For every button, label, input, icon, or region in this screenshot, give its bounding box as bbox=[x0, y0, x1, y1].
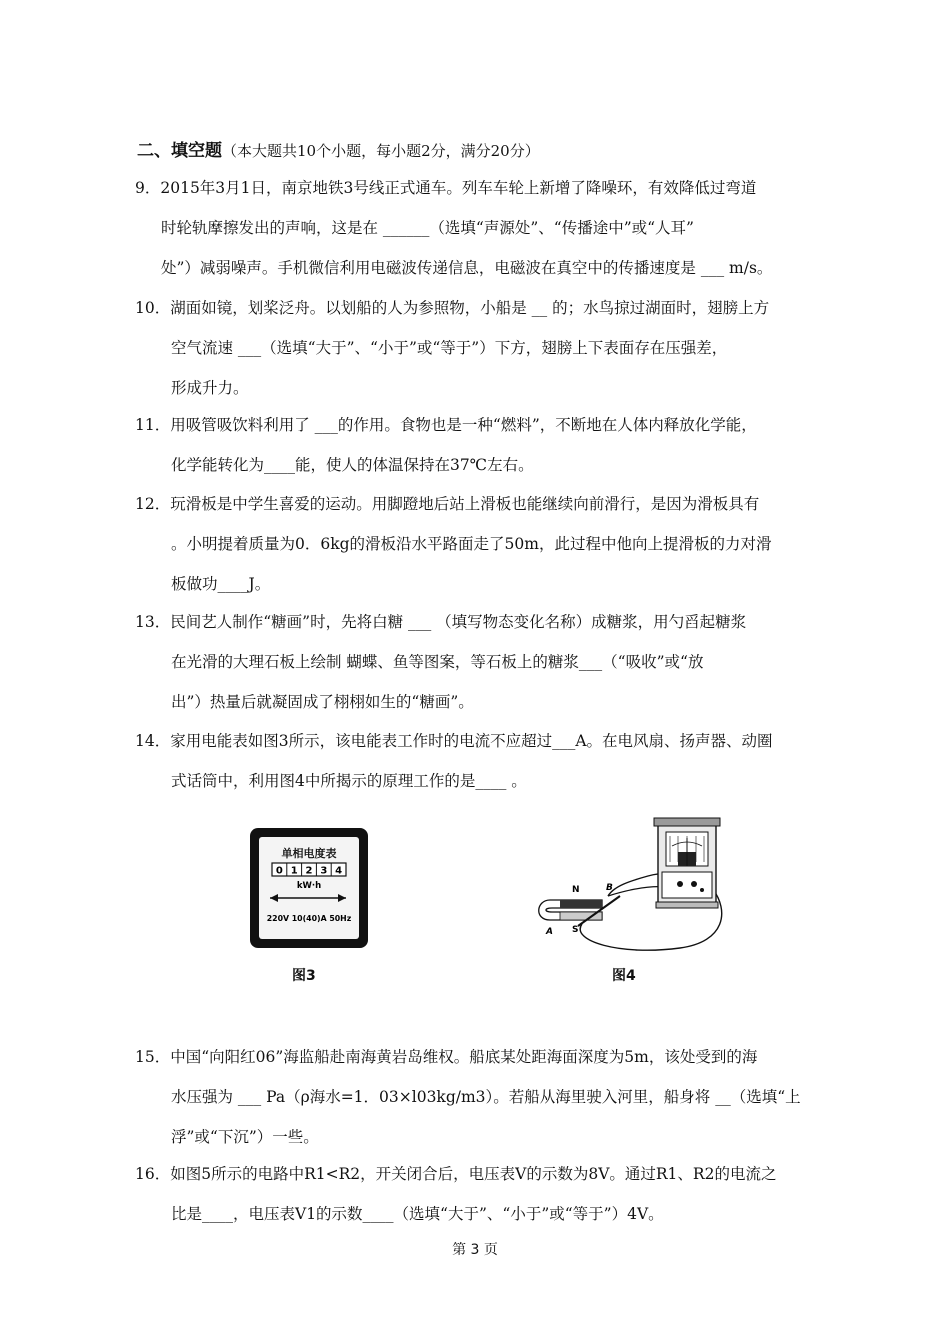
section-heading: 二、填空题 bbox=[137, 141, 222, 161]
q10-line-1: 10．湖面如镜，划桨泛舟。以划船的人为参照物，小船是 __ 的；水鸟掠过湖面时，翅膀上方 bbox=[135, 299, 770, 317]
q9-line-2: 时轮轨摩擦发出的声响，这是在 ______（选填“声源处”、“传播途中”或“人耳” bbox=[161, 219, 694, 237]
horseshoe-magnet bbox=[539, 900, 602, 920]
meter-digit-5: 4 bbox=[335, 865, 343, 877]
q15-line-1: 15．中国“向阳红06”海监船赴南海黄岩岛维权。船底某处距海面深度为5m，该处受到的海 bbox=[135, 1048, 758, 1066]
q12-line-1: 12．玩滑板是中学生喜爱的运动。用脚蹬地后站上滑板也能继续向前滑行，是因为滑板具有 bbox=[135, 495, 760, 513]
page-number: 第 3 页 bbox=[452, 1242, 498, 1258]
q13-line-2: 在光滑的大理石板上绘制 蝴蝶、鱼等图案，等石板上的糖浆___（“吸收”或“放 bbox=[171, 653, 704, 671]
q11-line-2: 化学能转化为____能，使人的体温保持在37℃左右。 bbox=[171, 456, 534, 474]
q15-line-3: 浮”或“下沉”）一些。 bbox=[171, 1128, 319, 1146]
figure-4-caption: 图4 bbox=[612, 968, 636, 984]
q10-line-3: 形成升力。 bbox=[171, 379, 249, 397]
label-a: A bbox=[546, 927, 553, 937]
galvanometer bbox=[654, 818, 720, 908]
q12-line-3: 板做功____J。 bbox=[171, 575, 271, 593]
q13-line-3: 出”）热量后就凝固成了栩栩如生的“糖画”。 bbox=[171, 693, 474, 711]
figure-3-meter bbox=[248, 826, 370, 950]
section-note: （本大题共10个小题，每小题2分，满分20分） bbox=[222, 142, 540, 160]
q9-line-1: 9．2015年3月1日，南京地铁3号线正式通车。列车车轮上新增了降噪环，有效降低过弯道 bbox=[135, 179, 757, 197]
q10-line-2: 空气流速 ___（选填“大于”、“小于”或“等于”）下方，翅膀上下表面存在压强差， bbox=[171, 339, 728, 357]
q12-line-2: 。小明提着质量为0．6kg的滑板沿水平路面走了50m，此过程中他向上提滑板的力对滑 bbox=[171, 535, 772, 553]
q11-line-1: 11．用吸管吸饮料利用了 ___的作用。食物也是一种“燃料”，不断地在人体内释放化学能， bbox=[135, 416, 757, 434]
meter-digit-4: 3 bbox=[320, 865, 328, 877]
section-title bbox=[137, 136, 540, 161]
q9-line-3: 处”）减弱噪声。手机微信利用电磁波传递信息，电磁波在真空中的传播速度是 ___ m/s。 bbox=[161, 259, 773, 277]
meter-title: 单相电度表 bbox=[281, 847, 337, 860]
q16-line-2: 比是____，电压表V1的示数____（选填“大于”、“小于”或“等于”）4V。 bbox=[171, 1205, 664, 1223]
q14-line-2: 式话筒中，利用图4中所揭示的原理工作的是____ 。 bbox=[171, 772, 527, 790]
figure-3-caption: 图3 bbox=[292, 968, 316, 984]
label-b: B bbox=[606, 883, 613, 893]
meter-digit-3: 2 bbox=[305, 865, 313, 877]
label-n: N bbox=[572, 885, 580, 895]
label-s: S bbox=[572, 925, 579, 935]
meter-unit: kW·h bbox=[296, 881, 322, 891]
q14-line-1: 14．家用电能表如图3所示，该电能表工作时的电流不应超过___A。在电风扇、扬声器、动圈 bbox=[135, 732, 773, 750]
q15-line-2: 水压强为 ___ Pa（ρ海水=1．03×l03kg/m3）。若船从海里驶入河里，船身将 __（选填“上 bbox=[171, 1088, 801, 1106]
q16-line-1: 16．如图5所示的电路中R1<R2，开关闭合后，电压表V的示数为8V。通过R1、R2的电流之 bbox=[135, 1165, 777, 1183]
figure-4-apparatus bbox=[530, 816, 730, 958]
meter-digits bbox=[272, 863, 346, 877]
q13-line-1: 13．民间艺人制作“糖画”时，先将白糖 ___ （填写物态变化名称）成糖浆，用勺舀起糖浆 bbox=[135, 613, 747, 631]
meter-digit-1: 0 bbox=[275, 865, 283, 877]
meter-spec: 220V 10(40)A 50Hz bbox=[266, 914, 352, 923]
meter-digit-2: 1 bbox=[290, 865, 298, 877]
